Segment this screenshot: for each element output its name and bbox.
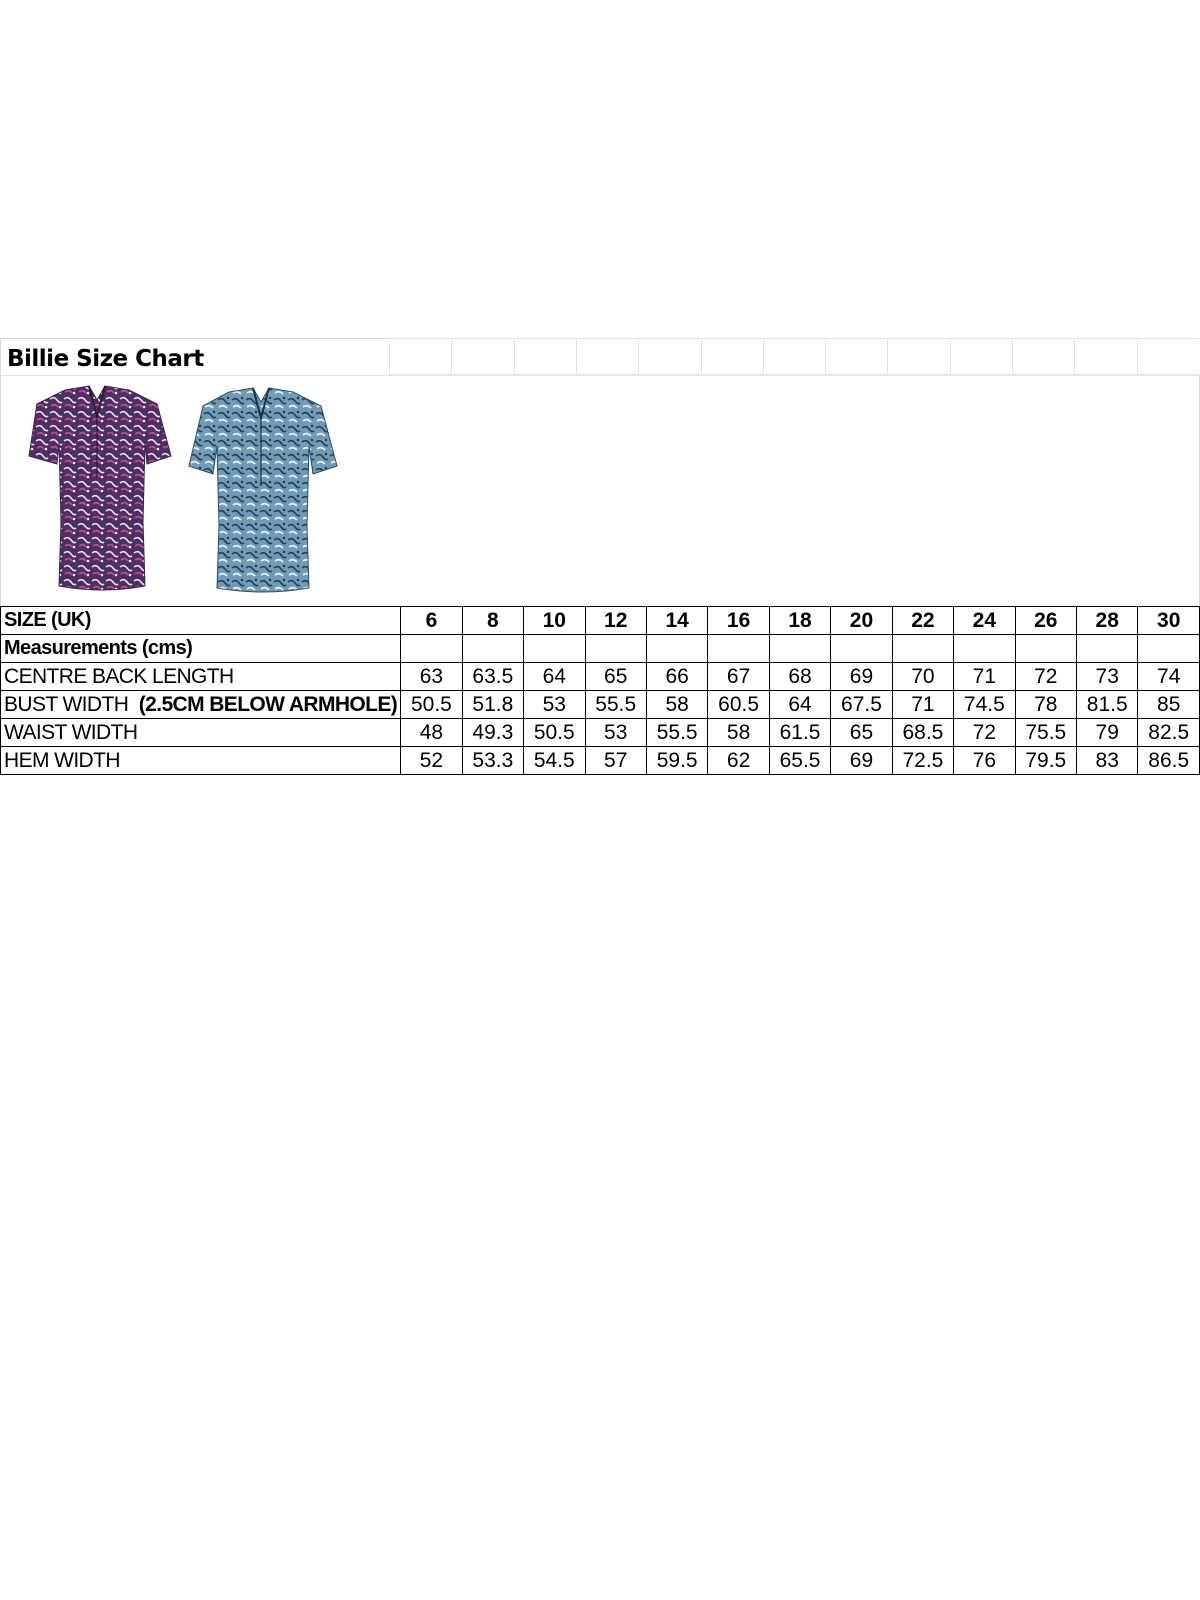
measurement-label [1, 663, 401, 691]
empty-cell [462, 635, 523, 663]
value-cell: 72 [954, 719, 1015, 747]
measurement-name: HEM WIDTH [4, 749, 120, 772]
measurement-note: (2.5CM BELOW ARMHOLE) [138, 693, 398, 716]
value-cell: 81.5 [1077, 691, 1138, 719]
title-cell [0, 338, 389, 375]
empty-cell [769, 635, 830, 663]
measurement-name: CENTRE BACK LENGTH [4, 665, 234, 688]
value-cell: 74 [1138, 663, 1200, 691]
size-header-cell: 28 [1077, 607, 1138, 635]
size-header-cell: 30 [1138, 607, 1200, 635]
empty-cell [401, 635, 462, 663]
empty-cell [524, 635, 585, 663]
measurements-label: Measurements (cms) [1, 635, 401, 663]
value-cell: 75.5 [1015, 719, 1076, 747]
value-cell: 72.5 [892, 747, 953, 775]
page-title: Billie Size Chart [7, 346, 204, 372]
empty-header-cell [576, 338, 638, 375]
measurement-label [1, 719, 401, 747]
value-cell: 50.5 [524, 719, 585, 747]
blouse-purple-print-icon [29, 386, 171, 590]
value-cell: 67.5 [831, 691, 892, 719]
value-cell: 65 [585, 663, 646, 691]
empty-cell [954, 635, 1015, 663]
value-cell: 55.5 [646, 719, 707, 747]
value-cell: 76 [954, 747, 1015, 775]
product-photos-svg [7, 382, 355, 606]
table-row [1, 663, 1200, 691]
size-header-cell: 12 [585, 607, 646, 635]
empty-header-cell [701, 338, 763, 375]
value-cell: 69 [831, 747, 892, 775]
value-cell: 65 [831, 719, 892, 747]
value-cell: 58 [646, 691, 707, 719]
value-cell: 60.5 [708, 691, 769, 719]
value-cell: 85 [1138, 691, 1200, 719]
empty-cell [1077, 635, 1138, 663]
empty-cell [892, 635, 953, 663]
value-cell: 54.5 [524, 747, 585, 775]
empty-cell [1015, 635, 1076, 663]
product-photos [7, 382, 355, 606]
measurements-row [1, 635, 1200, 663]
size-header-cell: 8 [462, 607, 523, 635]
size-header-cell: 16 [708, 607, 769, 635]
value-cell: 65.5 [769, 747, 830, 775]
value-cell: 49.3 [462, 719, 523, 747]
size-header-cell: 24 [954, 607, 1015, 635]
size-header-cell: 10 [524, 607, 585, 635]
value-cell: 59.5 [646, 747, 707, 775]
empty-cell [585, 635, 646, 663]
empty-cell [831, 635, 892, 663]
measurement-name: WAIST WIDTH [4, 721, 138, 744]
value-cell: 71 [892, 691, 953, 719]
value-cell: 71 [954, 663, 1015, 691]
value-cell: 82.5 [1138, 719, 1200, 747]
value-cell: 64 [524, 663, 585, 691]
size-label: SIZE (UK) [1, 607, 401, 635]
value-cell: 68 [769, 663, 830, 691]
value-cell: 70 [892, 663, 953, 691]
value-cell: 69 [831, 663, 892, 691]
value-cell: 68.5 [892, 719, 953, 747]
value-cell: 63 [401, 663, 462, 691]
measurement-name: BUST WIDTH [4, 693, 139, 716]
empty-header-cell [950, 338, 1012, 375]
value-cell: 55.5 [585, 691, 646, 719]
value-cell: 53 [585, 719, 646, 747]
size-table-body [1, 607, 1200, 775]
value-cell: 61.5 [769, 719, 830, 747]
value-cell: 48 [401, 719, 462, 747]
product-image-row [0, 375, 1200, 606]
empty-header-cell [638, 338, 700, 375]
empty-cell [1138, 635, 1200, 663]
empty-cell [646, 635, 707, 663]
value-cell: 74.5 [954, 691, 1015, 719]
empty-header-cell [1137, 338, 1199, 375]
table-row [1, 747, 1200, 775]
value-cell: 53 [524, 691, 585, 719]
value-cell: 83 [1077, 747, 1138, 775]
table-row [1, 719, 1200, 747]
size-header-cell: 18 [769, 607, 830, 635]
blouse-blue-print-icon [189, 388, 337, 592]
value-cell: 62 [708, 747, 769, 775]
value-cell: 86.5 [1138, 747, 1200, 775]
value-cell: 57 [585, 747, 646, 775]
value-cell: 66 [646, 663, 707, 691]
value-cell: 64 [769, 691, 830, 719]
size-chart-header [0, 338, 1200, 606]
empty-header-cell [887, 338, 949, 375]
size-header-cell: 6 [401, 607, 462, 635]
empty-header-cell [825, 338, 887, 375]
empty-cell [708, 635, 769, 663]
title-row [0, 338, 1200, 376]
value-cell: 53.3 [462, 747, 523, 775]
value-cell: 67 [708, 663, 769, 691]
empty-header-cell [763, 338, 825, 375]
value-cell: 52 [401, 747, 462, 775]
table-row [1, 691, 1200, 719]
size-header-cell: 14 [646, 607, 707, 635]
value-cell: 79 [1077, 719, 1138, 747]
empty-header-cell [1012, 338, 1074, 375]
size-header-row [1, 607, 1200, 635]
empty-header-cell [1074, 338, 1136, 375]
value-cell: 63.5 [462, 663, 523, 691]
empty-header-cell [389, 338, 451, 375]
value-cell: 58 [708, 719, 769, 747]
value-cell: 72 [1015, 663, 1076, 691]
empty-header-cell [514, 338, 576, 375]
size-table [0, 606, 1200, 775]
value-cell: 50.5 [401, 691, 462, 719]
size-header-cell: 26 [1015, 607, 1076, 635]
size-header-cell: 22 [892, 607, 953, 635]
value-cell: 73 [1077, 663, 1138, 691]
measurement-label [1, 747, 401, 775]
value-cell: 79.5 [1015, 747, 1076, 775]
size-header-cell: 20 [831, 607, 892, 635]
measurement-label [1, 691, 401, 719]
value-cell: 78 [1015, 691, 1076, 719]
value-cell: 51.8 [462, 691, 523, 719]
empty-header-cell [451, 338, 513, 375]
